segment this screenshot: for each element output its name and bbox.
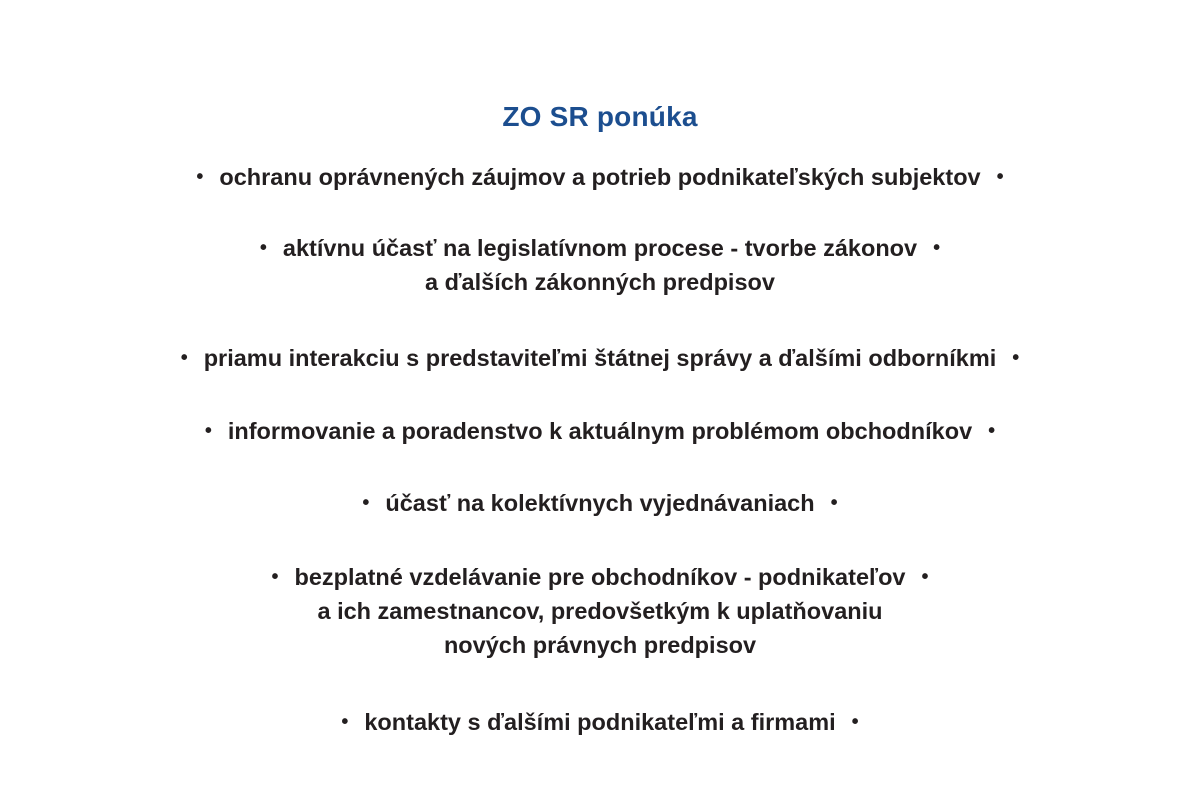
list-item — [0, 486, 1200, 520]
bullet-icon: • — [259, 237, 267, 259]
list-item-line: • priamu interakciu s predstaviteľmi štátnej správy a ďalšími odborníkmi • — [0, 341, 1200, 375]
list-item — [0, 560, 1200, 662]
list-item — [0, 341, 1200, 375]
list-item-line: a ich zamestnancov, predovšetkým k uplatňovaniu — [317, 598, 883, 624]
list-item-line: • aktívnu účasť na legislatívnom procese - tvorbe zákonov • — [0, 231, 1200, 265]
bullet-icon: • — [988, 420, 996, 442]
bullet-icon: • — [341, 711, 349, 733]
bullet-icon: • — [933, 237, 941, 259]
list-item-line: • ochranu oprávnených záujmov a potrieb podnikateľských subjektov • — [0, 160, 1200, 194]
bullet-icon: • — [271, 566, 279, 588]
list-item-line: • bezplatné vzdelávanie pre obchodníkov - podnikateľov • — [0, 560, 1200, 594]
list-item — [0, 705, 1200, 739]
bullet-icon: • — [921, 566, 929, 588]
list-item — [0, 160, 1200, 194]
bullet-icon: • — [830, 492, 838, 514]
list-item-line: nových právnych predpisov — [443, 632, 757, 658]
list-item-line: • informovanie a poradenstvo k aktuálnym problémom obchodníkov • — [0, 414, 1200, 448]
page-title: ZO SR ponúka — [502, 100, 698, 132]
bullet-icon: • — [851, 711, 859, 733]
bullet-icon: • — [196, 166, 204, 188]
bullet-icon: • — [1012, 347, 1020, 369]
bullet-icon: • — [204, 420, 212, 442]
list-item-line: • kontakty s ďalšími podnikateľmi a firmami • — [0, 705, 1200, 739]
list-item-line: • účasť na kolektívnych vyjednávaniach • — [0, 486, 1200, 520]
list-item-line: a ďalších zákonných predpisov — [425, 269, 775, 295]
bullet-icon: • — [180, 347, 188, 369]
list-item — [0, 414, 1200, 448]
bullet-icon: • — [996, 166, 1004, 188]
list-item — [0, 231, 1200, 299]
bullet-icon: • — [362, 492, 370, 514]
